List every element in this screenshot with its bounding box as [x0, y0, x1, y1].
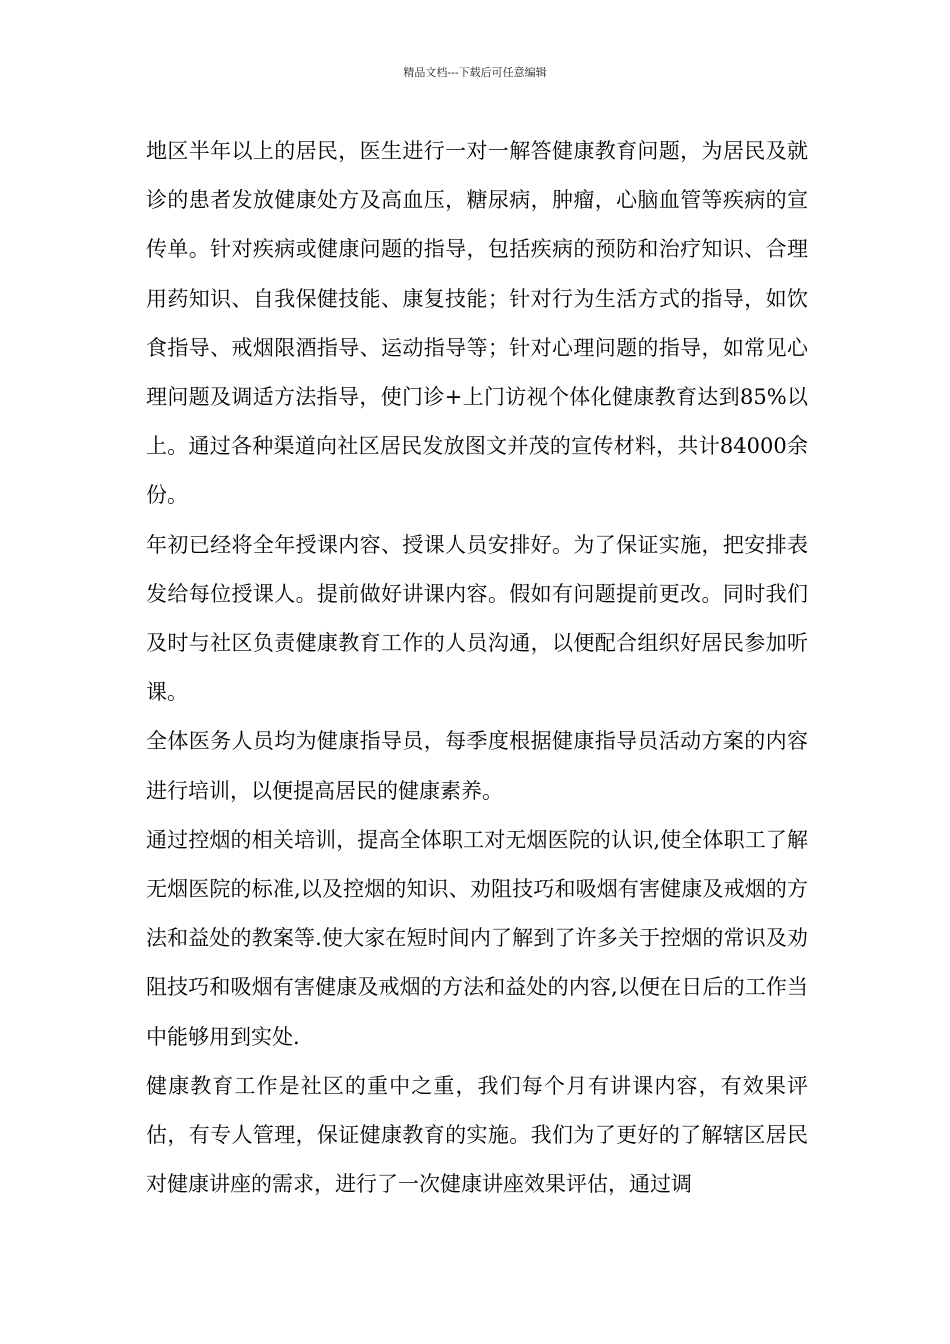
paragraph-health-lecture-evaluation: 健康教育工作是社区的重中之重，我们每个月有讲课内容，有效果评估，有专人管理，保证健康教育的实施。我们为了更好的了解辖区居民对健康讲座的需求，进行了一次健康讲座效果评估，通过调 — [146, 1073, 808, 1197]
paragraph-health-instructors: 全体医务人员均为健康指导员，每季度根据健康指导员活动方案的内容进行培训，以便提高居民的健康素养。 — [146, 729, 808, 803]
page-header: 精品文档---下载后可任意编辑 — [403, 66, 547, 79]
paragraph-tobacco-control-training: 通过控烟的相关培训，提高全体职工对无烟医院的认识,使全体职工了解无烟医院的标准,以及控烟的知识、劝阻技巧和吸烟有害健康及戒烟的方法和益处的教案等.使大家在短时间内了解到了许多关于控烟的常识及劝阻技巧和吸烟有害健康及戒烟的方法和益处的内容,以便在日后的工作当中能够用到实处. — [146, 827, 808, 1049]
paragraph-health-education-outreach: 地区半年以上的居民，医生进行一对一解答健康教育问题，为居民及就诊的患者发放健康处方及高血压，糖尿病，肿瘤，心脑血管等疾病的宣传单。针对疾病或健康问题的指导，包括疾病的预防和治疗知识、合理用药知识、自我保健技能、康复技能；针对行为生活方式的指导，如饮食指导、戒烟限酒指导、运动指导等；针对心理问题的指导，如常见心理问题及调适方法指导，使门诊+上门访视个体化健康教育达到85%以上。通过各种渠道向社区居民发放图文并茂的宣传材料，共计84000余份。 — [146, 139, 808, 508]
document-body — [146, 127, 808, 1209]
paragraph-lecture-arrangement: 年初已经将全年授课内容、授课人员安排好。为了保证实施，把安排表发给每位授课人。提前做好讲课内容。假如有问题提前更改。同时我们及时与社区负责健康教育工作的人员沟通，以便配合组织好居民参加听课。 — [146, 532, 808, 705]
